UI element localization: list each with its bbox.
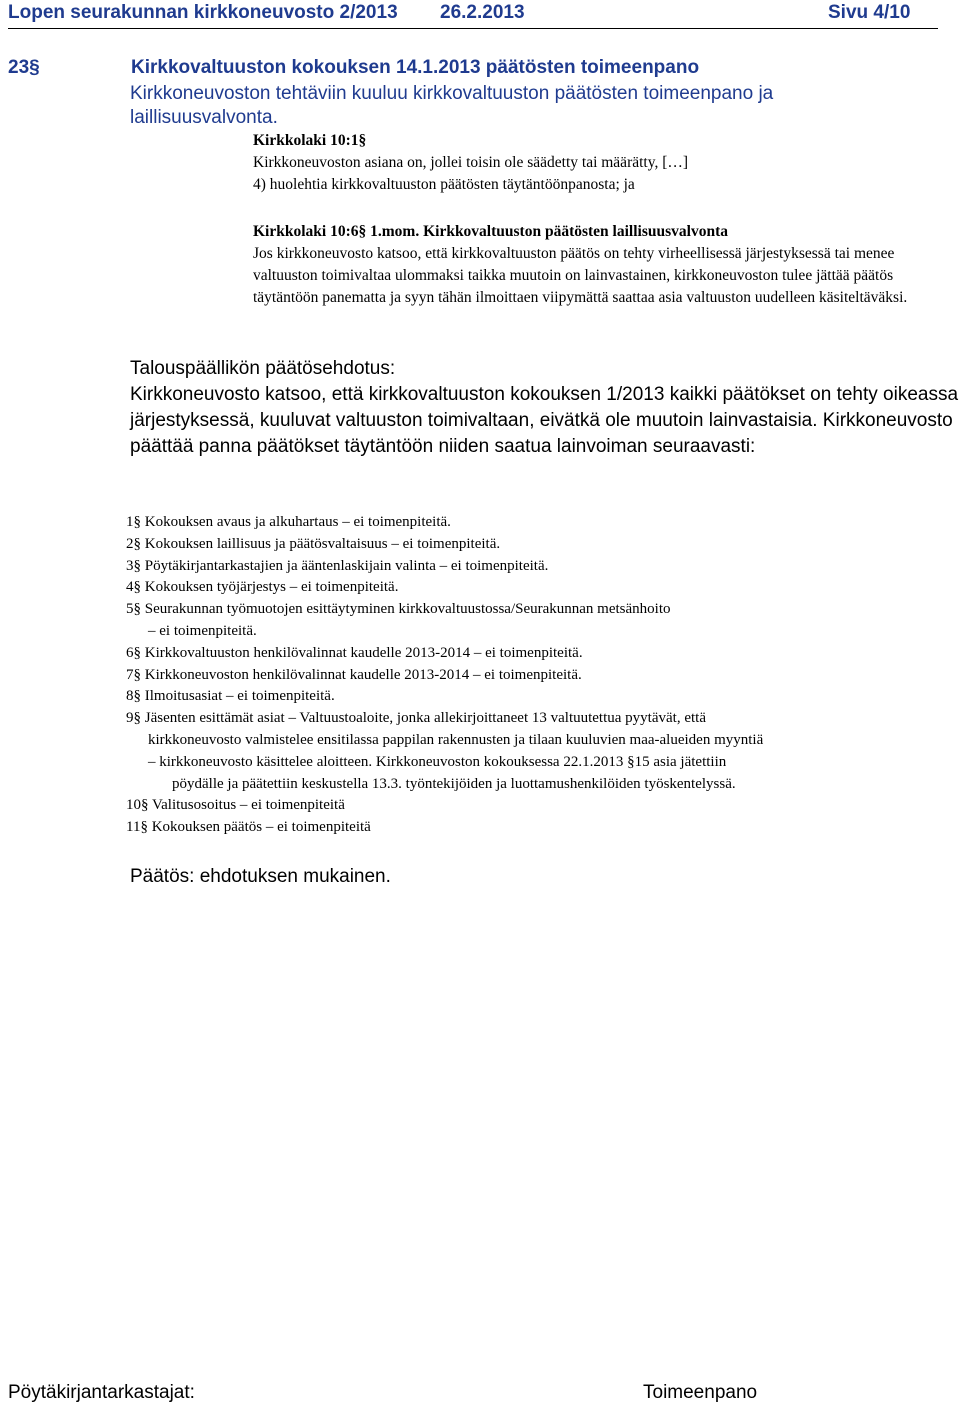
footer-reviewers: Pöytäkirjantarkastajat: — [8, 1382, 195, 1403]
list-item: 11§ Kokouksen päätös – ei toimenpiteitä — [126, 819, 371, 836]
header-title: Lopen seurakunnan kirkkoneuvosto 2/2013 — [8, 2, 398, 23]
proposal-heading: Talouspäällikön päätösehdotus: — [130, 358, 396, 379]
list-item: 4§ Kokouksen työjärjestys – ei toimenpiteitä. — [126, 579, 399, 596]
section-intro: Kirkkoneuvoston tehtäviin kuuluu kirkkovaltuuston päätösten toimeenpano ja laillisuusvalvonta. — [130, 83, 774, 128]
decision-text: Päätös: ehdotuksen mukainen. — [130, 866, 391, 887]
header-date: 26.2.2013 — [440, 2, 525, 23]
list-item-continuation: kirkkoneuvosto valmistelee ensitilassa pappilan rakennusten ja tilaan kuuluvien maa-alueiden myyntiä — [148, 731, 764, 748]
proposal — [130, 356, 960, 460]
list-item: 3§ Pöytäkirjantarkastajien ja ääntenlaskijain valinta – ei toimenpiteitä. — [126, 557, 549, 574]
law-heading-1: Kirkkolaki 10:1§ — [253, 132, 367, 149]
list-item: 8§ Ilmoitusasiat – ei toimenpiteitä. — [126, 688, 335, 705]
list-item: 9§ Jäsenten esittämät asiat – Valtuustoaloite, jonka allekirjoittaneet 13 valtuutettua pyytävät, että — [126, 710, 706, 727]
list-item-continuation: – kirkkoneuvosto käsittelee aloitteen. Kirkkoneuvoston kokouksessa 22.1.2013 §15 asia jätettiin — [148, 753, 727, 770]
law-text-2: Jos kirkkoneuvosto katsoo, että kirkkovaltuuston päätös on tehty virheellisessä järjestyksessä tai menee valtuuston toimivaltaa ulommaksi taikka muutoin on lainvastainen, kirkkoneuvoston tulee jättää päätös täytäntöön panematta ja syyn tähän ilmoittaen viipymättä saattaa asia valtuuston uudelleen käsiteltäväksi. — [253, 245, 908, 306]
proposal-text: Kirkkoneuvosto katsoo, että kirkkovaltuuston kokouksen 1/2013 kaikki päätökset on tehty oikeassa järjestyksessä, kuuluvat valtuuston toimivaltaan, eivätkä ole muutoin lainvastaisia. Kirkkoneuvosto päättää panna päätökset täytäntöön niiden saatua lainvoiman seuraavasti: — [130, 384, 959, 457]
footer-implementation: Toimeenpano — [643, 1382, 758, 1403]
page-header — [8, 0, 938, 29]
decision-items-list — [126, 512, 956, 839]
law-quote-2 — [253, 221, 953, 309]
list-item: 2§ Kokouksen laillisuus ja päätösvaltaisuus – ei toimenpiteitä. — [126, 535, 501, 552]
section-number: 23§ — [8, 57, 40, 78]
law-heading-2: Kirkkolaki 10:6§ 1.mom. Kirkkovaltuuston päätösten laillisuusvalvonta — [253, 223, 728, 240]
list-item-continuation: pöydälle ja päätettiin keskustella 13.3. työntekijöiden ja luottamushenkilöiden työskentelyssä. — [172, 775, 736, 792]
list-item: 1§ Kokouksen avaus ja alkuhartaus – ei toimenpiteitä. — [126, 514, 451, 530]
section-title-text: Kirkkovaltuuston kokouksen 14.1.2013 päätösten toimeenpano — [131, 57, 700, 78]
list-item: 10§ Valitusosoitus – ei toimenpiteitä — [126, 797, 345, 814]
list-item: 6§ Kirkkovaltuuston henkilövalinnat kaudelle 2013-2014 – ei toimenpiteitä. — [126, 644, 583, 661]
law-quote-1 — [253, 130, 953, 196]
list-item: 7§ Kirkkoneuvoston henkilövalinnat kaudelle 2013-2014 – ei toimenpiteitä. — [126, 666, 582, 683]
list-item-continuation: – ei toimenpiteitä. — [148, 622, 257, 639]
header-page-number: Sivu 4/10 — [828, 2, 911, 23]
law-text-1a: Kirkkoneuvoston asiana on, jollei toisin ole säädetty tai määrätty, […] — [253, 154, 689, 171]
section-title — [8, 57, 699, 79]
list-item: 5§ Seurakunnan työmuotojen esittäytyminen kirkkovaltuustossa/Seurakunnan metsänhoito — [126, 601, 671, 618]
law-text-1b: 4) huolehtia kirkkovaltuuston päätösten täytäntöönpanosta; ja — [253, 176, 635, 193]
